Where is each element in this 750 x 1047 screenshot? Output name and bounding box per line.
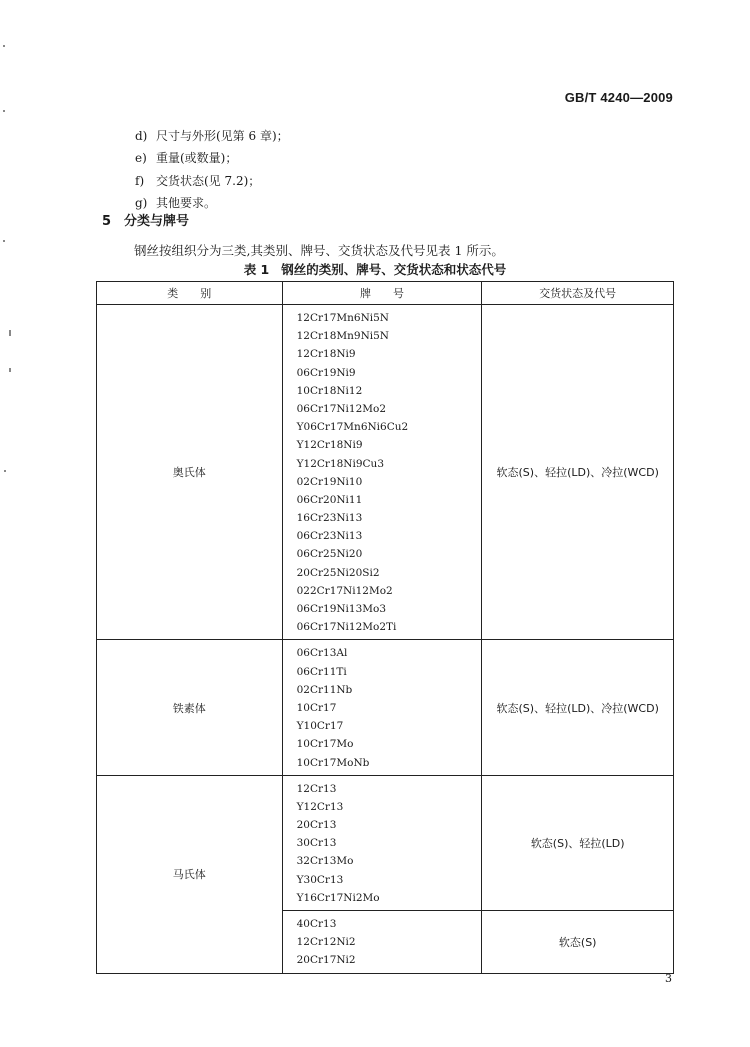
grade-item: 06Cr20Ni11: [296, 493, 363, 506]
grade-item: 12Cr18Ni9: [296, 348, 356, 361]
grade-item: 20Cr13: [296, 819, 337, 832]
grade-item: 06Cr11Ti: [296, 665, 347, 678]
table-label: 表 1: [243, 262, 270, 277]
standard-code: GB/T 4240—2009: [564, 90, 673, 105]
list-item: [135, 170, 289, 192]
header-category: 类 别: [97, 282, 283, 305]
category-cell: 马氏体: [97, 775, 283, 973]
header-grade: 牌 号: [282, 282, 482, 305]
grade-item: 06Cr17Ni12Mo2: [296, 402, 387, 415]
grade-item: Y10Cr17: [296, 720, 344, 733]
grade-item: 12Cr17Mn6Ni5N: [296, 312, 389, 324]
grade-item: Y12Cr13: [296, 800, 344, 813]
page-number: 3: [665, 972, 672, 985]
list-marker: g): [135, 195, 148, 210]
grade-item: 20Cr25Ni20Si2: [296, 566, 380, 579]
category-cell: 奥氏体: [97, 305, 283, 640]
grade-item: 40Cr13: [296, 918, 337, 930]
list-marker: f): [135, 173, 145, 188]
grade-item: Y30Cr13: [296, 873, 344, 886]
category-cell: 铁素体: [97, 640, 283, 775]
grade-item: 10Cr17MoNb: [296, 756, 370, 769]
grade-item: 10Cr17Mo: [296, 738, 354, 751]
grade-item: 10Cr18Ni12: [296, 384, 363, 397]
list-marker: d): [135, 129, 148, 143]
body-paragraph: 钢丝按组织分为三类,其类别、牌号、交货状态及代号见表 1 所示。: [134, 243, 504, 258]
grade-item: 06Cr17Ni12Mo2Ti: [296, 621, 397, 634]
grade-item: 12Cr12Ni2: [296, 936, 356, 949]
grade-list-cell: [282, 305, 482, 640]
list-item: [135, 125, 289, 147]
section-number: 5: [102, 214, 112, 229]
grade-item: 06Cr19Ni13Mo3: [296, 603, 387, 615]
list-item: [135, 147, 289, 169]
grade-item: Y12Cr18Ni9Cu3: [296, 457, 385, 470]
scan-speck: [9, 368, 11, 372]
table-row: [97, 775, 674, 910]
grade-item: 02Cr19Ni10: [296, 475, 363, 488]
list-text: 尺寸与外形(见第 6 章)；: [156, 129, 289, 143]
scan-speck: [3, 110, 5, 112]
grade-list-cell: [282, 775, 482, 910]
grade-item: 20Cr17Ni2: [296, 954, 356, 967]
table-caption: [0, 260, 750, 278]
section-title: 分类与牌号: [124, 214, 190, 229]
list-text: 交货状态(见 7.2)；: [156, 173, 261, 188]
grade-item: 32Cr13Mo: [296, 855, 354, 868]
grade-item: 06Cr19Ni9: [296, 366, 356, 379]
grade-item: 022Cr17Ni12Mo2: [296, 584, 393, 597]
scan-speck: [3, 240, 5, 242]
grade-item: 12Cr13: [296, 782, 337, 795]
table-row: [97, 640, 674, 775]
list-text: 其他要求。: [156, 195, 217, 210]
grade-item: 06Cr25Ni20: [296, 548, 363, 561]
grade-table: [96, 281, 674, 974]
grade-list-cell: [282, 640, 482, 775]
grade-item: 02Cr11Nb: [296, 683, 353, 696]
grade-item: Y06Cr17Mn6Ni6Cu2: [296, 421, 409, 434]
table-header-row: [97, 282, 674, 305]
delivery-state-cell: 软态(S)、轻拉(LD)、冷拉(WCD): [482, 640, 674, 775]
delivery-state-cell: 软态(S)、轻拉(LD)、冷拉(WCD): [482, 305, 674, 640]
scan-speck: [4, 470, 6, 472]
grade-list-cell: [282, 911, 482, 974]
header-delivery-state: 交货状态及代号: [482, 282, 674, 305]
grade-item: Y12Cr18Ni9: [296, 439, 363, 452]
table-row: [97, 305, 674, 640]
scan-speck: [9, 330, 11, 336]
grade-item: 12Cr18Mn9Ni5N: [296, 330, 389, 343]
list-marker: e): [135, 151, 147, 166]
grade-item: 06Cr23Ni13: [296, 530, 363, 543]
list-text: 重量(或数量)；: [156, 151, 238, 166]
delivery-state-cell: 软态(S): [482, 911, 674, 974]
grade-item: Y16Cr17Ni2Mo: [296, 891, 380, 904]
grade-item: 16Cr23Ni13: [296, 512, 363, 525]
section-heading: [102, 210, 189, 229]
grade-item: 06Cr13Al: [296, 647, 348, 660]
grade-item: 10Cr17: [296, 701, 337, 714]
grade-item: 30Cr13: [296, 837, 337, 850]
scan-speck: [3, 45, 5, 47]
delivery-state-cell: 软态(S)、轻拉(LD): [482, 775, 674, 910]
requirements-list: [135, 125, 289, 214]
table-title: 钢丝的类别、牌号、交货状态和状态代号: [281, 262, 507, 277]
